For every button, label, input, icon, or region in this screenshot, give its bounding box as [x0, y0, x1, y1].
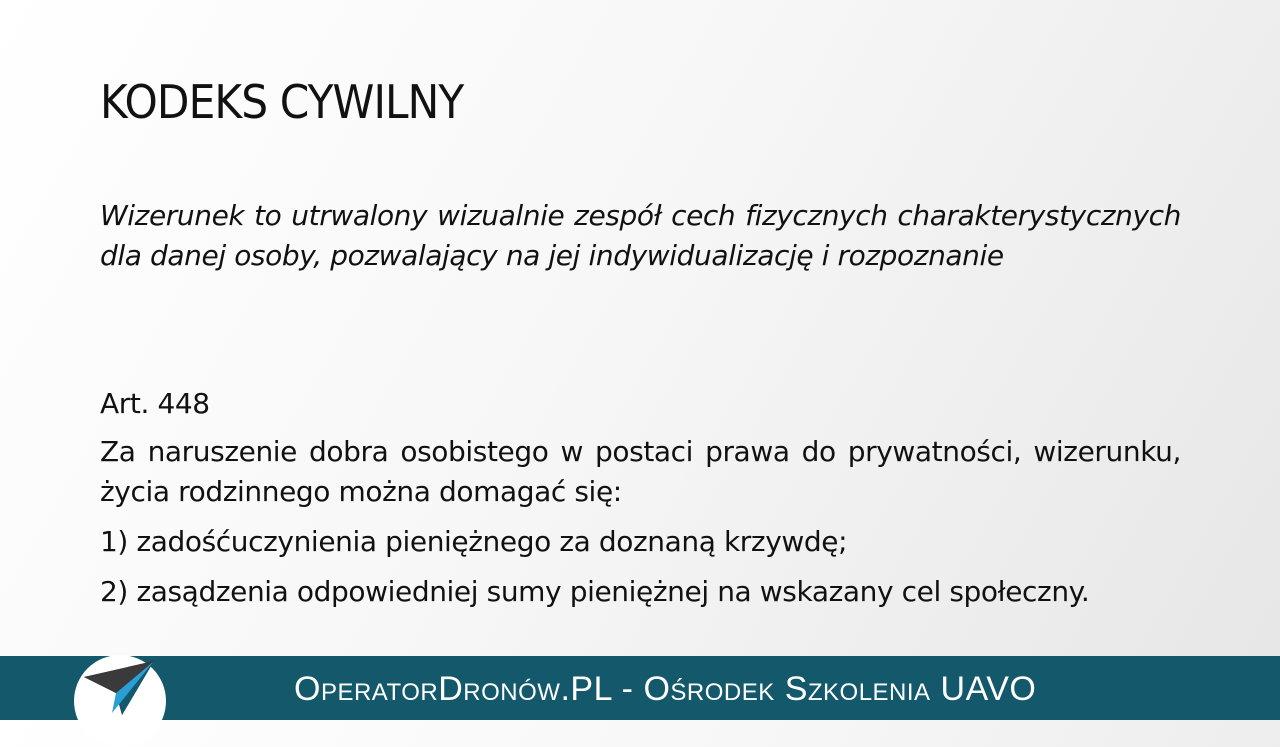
logo [74, 655, 166, 747]
paper-plane-drone-icon [82, 657, 158, 719]
article-item-2: 2) zasądzenia odpowiedniej sumy pieniężnej na wskazany cel społeczny. [100, 575, 1090, 608]
article-body: Za naruszenie dobra osobistego w postaci prawa do prywatności, wizerunku, życia rodzinnego można domagać się: [100, 435, 1181, 508]
footer-text: OperatorDronów.PL - Ośrodek Szkolenia UAVO [294, 670, 1037, 708]
article-item-1: 1) zadośćuczynienia pieniężnego za doznaną krzywdę; [100, 525, 848, 558]
definition-text: Wizerunek to utrwalony wizualnie zespół cech fizycznych charakterystycznych dla danej osoby, pozwalający na jej indywidualizację i rozpoznanie [100, 199, 1181, 272]
article-section [100, 384, 1181, 622]
page-title: KODEKS CYWILNY [100, 74, 464, 129]
article-number: Art. 448 [100, 387, 210, 420]
